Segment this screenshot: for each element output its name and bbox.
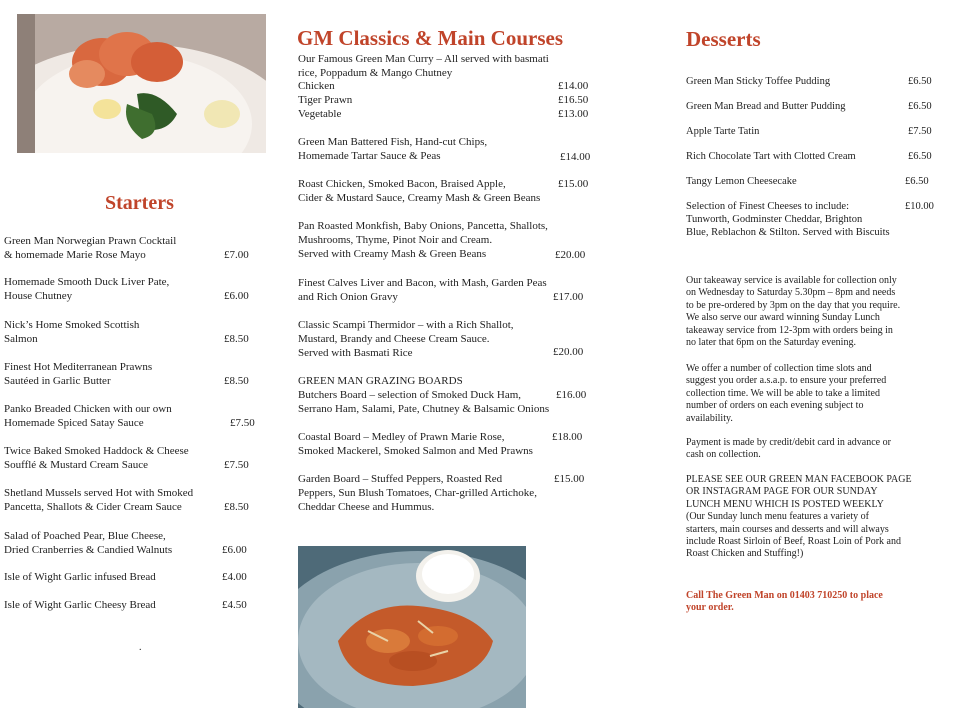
dot-mark: . xyxy=(139,642,142,653)
starter-item-name: Finest Hot Mediterranean Prawns Sautéed in Garlic Butter xyxy=(4,361,153,387)
dessert-item-name: Rich Chocolate Tart with Clotted Cream xyxy=(686,151,856,162)
board-item-name: Garden Board – Stuffed Peppers, Roasted Red Peppers, Sun Blush Tomatoes, Char-grilled Artichoke, Cheddar Cheese and Hummus. xyxy=(298,473,537,513)
curry-intro: Our Famous Green Man Curry – All served with basmati rice, Poppadum & Mango Chutney xyxy=(298,53,549,79)
main-item-name: Classic Scampi Thermidor – with a Rich Shallot, Mustard, Brandy and Cheese Cream Sauce. Served with Basmati Rice xyxy=(298,319,514,359)
main-item-price: £20.00 xyxy=(555,249,586,261)
starter-item-price: £6.00 xyxy=(224,290,249,302)
curry-option-item-name: Tiger Prawn xyxy=(298,94,353,106)
dessert-item-price: £10.00 xyxy=(905,201,934,212)
mains-heading: GM Classics & Main Courses xyxy=(297,26,563,50)
starter-item-price: £6.00 xyxy=(222,544,247,556)
board-item-price: £15.00 xyxy=(554,473,585,485)
dessert-item-price: £7.50 xyxy=(908,126,932,137)
starters-heading: Starters xyxy=(105,192,174,214)
dessert-item-name: Green Man Bread and Butter Pudding xyxy=(686,101,846,112)
main-item-name: Pan Roasted Monkfish, Baby Onions, Pancetta, Shallots, Mushrooms, Thyme, Pinot Noir and Cream. Served with Creamy Mash & Green Beans xyxy=(298,220,548,260)
curry-photo xyxy=(298,546,526,708)
boards-heading: GREEN MAN GRAZING BOARDS xyxy=(298,375,463,387)
main-item-price: £14.00 xyxy=(560,151,591,163)
main-item-price: £15.00 xyxy=(558,178,589,190)
starter-item-name: Twice Baked Smoked Haddock & Cheese Soufflé & Mustard Cream Sauce xyxy=(4,445,189,471)
starter-item-name: Panko Breaded Chicken with our own Homemade Spiced Satay Sauce xyxy=(4,403,172,429)
dessert-item-price: £6.50 xyxy=(908,101,932,112)
dessert-item-name: Selection of Finest Cheeses to include: Tunworth, Godminster Cheddar, Brighton Blue, Reblachon & Stilton. Served with Biscuits xyxy=(686,201,890,238)
starter-item-name: Isle of Wight Garlic Cheesy Bread xyxy=(4,599,156,611)
starter-item-price: £7.00 xyxy=(224,249,249,261)
starter-item-name: Green Man Norwegian Prawn Cocktail & homemade Marie Rose Mayo xyxy=(4,235,177,261)
board-item-name: Coastal Board – Medley of Prawn Marie Rose, Smoked Mackerel, Smoked Salmon and Med Prawns xyxy=(298,431,533,457)
curry-option-item-price: £13.00 xyxy=(558,108,589,120)
dessert-item-name: Apple Tarte Tatin xyxy=(686,126,760,137)
dessert-item-name: Tangy Lemon Cheesecake xyxy=(686,176,797,187)
dessert-item-price: £6.50 xyxy=(908,151,932,162)
main-item-price: £17.00 xyxy=(553,291,584,303)
starter-item-price: £4.00 xyxy=(222,571,247,583)
board-item-price: £16.00 xyxy=(556,389,587,401)
main-item-name: Roast Chicken, Smoked Bacon, Braised Apple, Cider & Mustard Sauce, Creamy Mash & Green Beans xyxy=(298,178,541,204)
curry-dish-image xyxy=(298,546,526,708)
curry-option-item-name: Vegetable xyxy=(298,108,342,120)
main-item-name: Finest Calves Liver and Bacon, with Mash, Garden Peas and Rich Onion Gravy xyxy=(298,277,547,303)
main-item-name: Green Man Battered Fish, Hand-cut Chips, Homemade Tartar Sauce & Peas xyxy=(298,136,488,162)
curry-option-item-name: Chicken xyxy=(298,80,335,92)
starter-item-price: £8.50 xyxy=(224,501,249,513)
dessert-item-price: £6.50 xyxy=(905,176,929,187)
starter-item-price: £8.50 xyxy=(224,375,249,387)
curry-option-item-price: £16.50 xyxy=(558,94,589,106)
main-item-price: £20.00 xyxy=(553,346,584,358)
starter-item-name: Nick’s Home Smoked Scottish Salmon xyxy=(4,319,140,345)
takeaway-info: Our takeaway service is available for collection only on Wednesday to Saturday 5.30pm – 8pm and needs to be pre-ordered by 3pm on the day that you require. We also serve our award winning Sunday Lunch takeaway service from 12-3pm with orders being in no later that 6pm on the Saturday evening. xyxy=(686,275,901,349)
starter-item-price: £7.50 xyxy=(224,459,249,471)
dessert-item-name: Green Man Sticky Toffee Pudding xyxy=(686,76,831,87)
board-item-name: Butchers Board – selection of Smoked Duck Ham, Serrano Ham, Salami, Pate, Chutney & Balsamic Onions xyxy=(298,389,550,415)
curry-option-item-price: £14.00 xyxy=(558,80,589,92)
prawn-dish-image xyxy=(17,14,266,153)
collection-info: We offer a number of collection time slots and suggest you order a.s.a.p. to ensure your preferred collection time. We will be able to take a limited number of orders on each evening subject to availability. xyxy=(686,363,887,424)
starter-item-name: Isle of Wight Garlic infused Bread xyxy=(4,571,156,583)
dessert-item-price: £6.50 xyxy=(908,76,932,87)
desserts-heading: Desserts xyxy=(686,27,761,51)
payment-info: Payment is made by credit/debit card in advance or cash on collection. xyxy=(686,437,891,461)
starter-item-name: Homemade Smooth Duck Liver Pate, House Chutney xyxy=(4,276,170,302)
starter-item-price: £8.50 xyxy=(224,333,249,345)
board-item-price: £18.00 xyxy=(552,431,583,443)
starter-item-name: Salad of Poached Pear, Blue Cheese, Dried Cranberries & Candied Walnuts xyxy=(4,530,173,556)
facebook-info: PLEASE SEE OUR GREEN MAN FACEBOOK PAGE OR INSTAGRAM PAGE FOR OUR SUNDAY LUNCH MENU WHICH IS POSTED WEEKLY (Our Sunday lunch menu features a variety of starters, main courses and desserts and will always include Roast Sirloin of Beef, Roast Loin of Pork and Roast Chicken and Stuffing!) xyxy=(686,474,912,560)
starter-item-price: £7.50 xyxy=(230,417,255,429)
prawn-starter-photo xyxy=(17,14,266,153)
starter-item-price: £4.50 xyxy=(222,599,247,611)
call-to-order: Call The Green Man on 01403 710250 to place your order. xyxy=(686,590,883,614)
starter-item-name: Shetland Mussels served Hot with Smoked Pancetta, Shallots & Cider Cream Sauce xyxy=(4,487,194,513)
